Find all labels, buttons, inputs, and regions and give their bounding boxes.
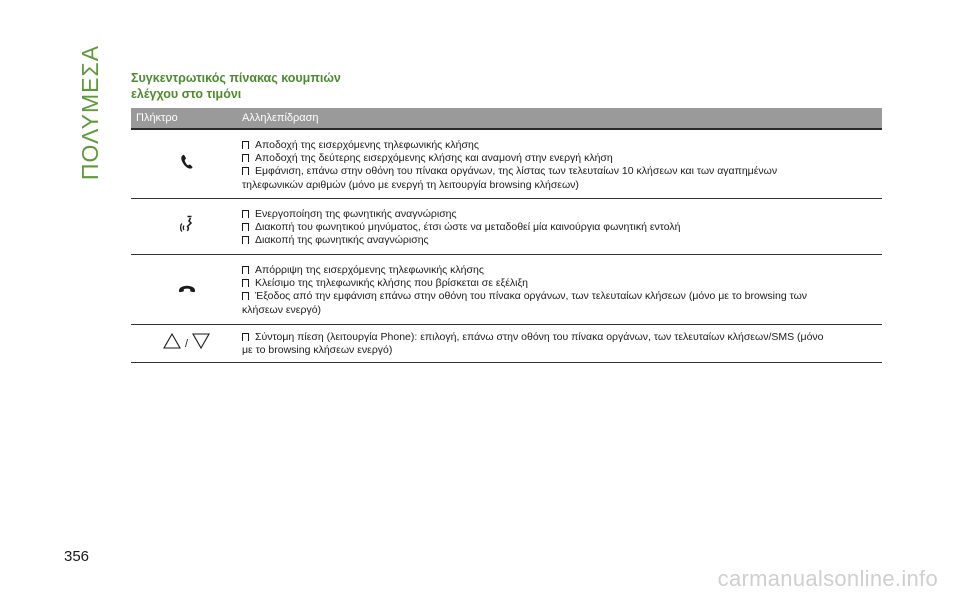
triangle-down-icon bbox=[192, 333, 210, 354]
watermark: carmanualsonline.info bbox=[717, 566, 938, 591]
page-title bbox=[131, 70, 341, 102]
controls-table bbox=[131, 108, 882, 363]
row-action-cell bbox=[242, 255, 882, 324]
list-item-text: Διακοπή της φωνητικής αναγνώρισης bbox=[255, 234, 429, 247]
bullet-icon bbox=[242, 210, 249, 218]
header-key: Πλήκτρο bbox=[136, 112, 178, 124]
list-item-text: Ενεργοποίηση της φωνητικής αναγνώρισης bbox=[255, 208, 457, 220]
header-action: Αλληλεπίδραση bbox=[242, 112, 319, 124]
list-item bbox=[242, 139, 882, 152]
list-item-continuation: κλήσεων ενεργό) bbox=[242, 303, 322, 316]
bullet-icon bbox=[242, 154, 249, 162]
list-item-text: Αποδοχή της δεύτερης εισερχόμενης κλήσης και αναμονή στην ενεργή κλήση bbox=[255, 152, 613, 165]
bullet-icon bbox=[242, 141, 249, 149]
row-action-cell bbox=[242, 130, 882, 198]
list-item-text: Κλείσιμο της τηλεφωνικής κλήσης που βρίσκεται σε εξέλιξη bbox=[255, 277, 528, 290]
list-item bbox=[242, 277, 882, 290]
page-title-line1: Συγκεντρωτικός πίνακας κουμπιών bbox=[131, 71, 341, 85]
triangle-up-icon bbox=[163, 333, 181, 354]
bullet-icon bbox=[242, 292, 249, 300]
bullet-icon bbox=[242, 236, 249, 244]
list-item-text: Απόρριψη της εισερχόμενης τηλεφωνικής κλήσης bbox=[255, 264, 484, 276]
phone-hangup-icon bbox=[178, 281, 196, 299]
table-row bbox=[131, 325, 882, 363]
phone-answer-icon bbox=[180, 154, 194, 175]
list-item-continuation: με το browsing κλήσεων ενεργό) bbox=[242, 344, 393, 357]
icon-separator: / bbox=[184, 337, 189, 350]
list-item bbox=[242, 331, 882, 344]
list-item-text: Διακοπή του φωνητικού μηνύματος, έτσι ώστε να μεταδοθεί μία καινούργια φωνητική εντολή bbox=[255, 221, 681, 234]
row-key-cell bbox=[131, 255, 242, 324]
list-item-text: Έξοδος από την εμφάνιση επάνω στην οθόνη του πίνακα οργάνων, των τελευταίων κλήσεων (μόνο με το browsing των bbox=[255, 290, 808, 303]
bullet-icon bbox=[242, 279, 249, 287]
list-item bbox=[242, 234, 882, 247]
bullet-icon bbox=[242, 167, 249, 175]
page-title-line2: ελέγχου στο τιμόνι bbox=[131, 87, 242, 101]
voice-command-icon bbox=[179, 215, 195, 238]
bullet-icon bbox=[242, 223, 249, 231]
list-item-continuation: τηλεφωνικών αριθμών (μόνο με ενεργή τη λειτουργία browsing κλήσεων) bbox=[242, 178, 579, 191]
table-row bbox=[131, 255, 882, 325]
row-key-cell bbox=[131, 130, 242, 198]
list-item bbox=[242, 264, 882, 277]
list-item-text: Σύντομη πίεση (λειτουργία Phone): επιλογή, επάνω στην οθόνη του πίνακα οργάνων, των τελευταίων κλήσεων/SMS (μόνο bbox=[255, 331, 824, 343]
section-side-tab bbox=[78, 42, 104, 182]
list-item-text: Αποδοχή της εισερχόμενης τηλεφωνικής κλήσης bbox=[255, 139, 479, 151]
row-action-cell bbox=[242, 325, 882, 362]
row-key-cell bbox=[131, 199, 242, 254]
table-row bbox=[131, 130, 882, 199]
table-row bbox=[131, 199, 882, 255]
list-item bbox=[242, 208, 882, 221]
row-action-cell bbox=[242, 199, 882, 254]
page-number: 356 bbox=[64, 548, 90, 565]
list-item bbox=[242, 152, 882, 165]
row-key-cell bbox=[131, 325, 242, 362]
table-header bbox=[131, 108, 882, 130]
list-item bbox=[242, 221, 882, 234]
list-item-text: Εμφάνιση, επάνω στην οθόνη του πίνακα οργάνων, της λίστας των τελευταίων 10 κλήσεων και των αγαπημένων bbox=[255, 165, 778, 178]
section-side-tab-label: ΠΟΛΥΜΕΣΑ bbox=[77, 44, 104, 180]
list-item bbox=[242, 165, 882, 178]
bullet-icon bbox=[242, 266, 249, 274]
bullet-icon bbox=[242, 333, 249, 341]
list-item bbox=[242, 290, 882, 303]
